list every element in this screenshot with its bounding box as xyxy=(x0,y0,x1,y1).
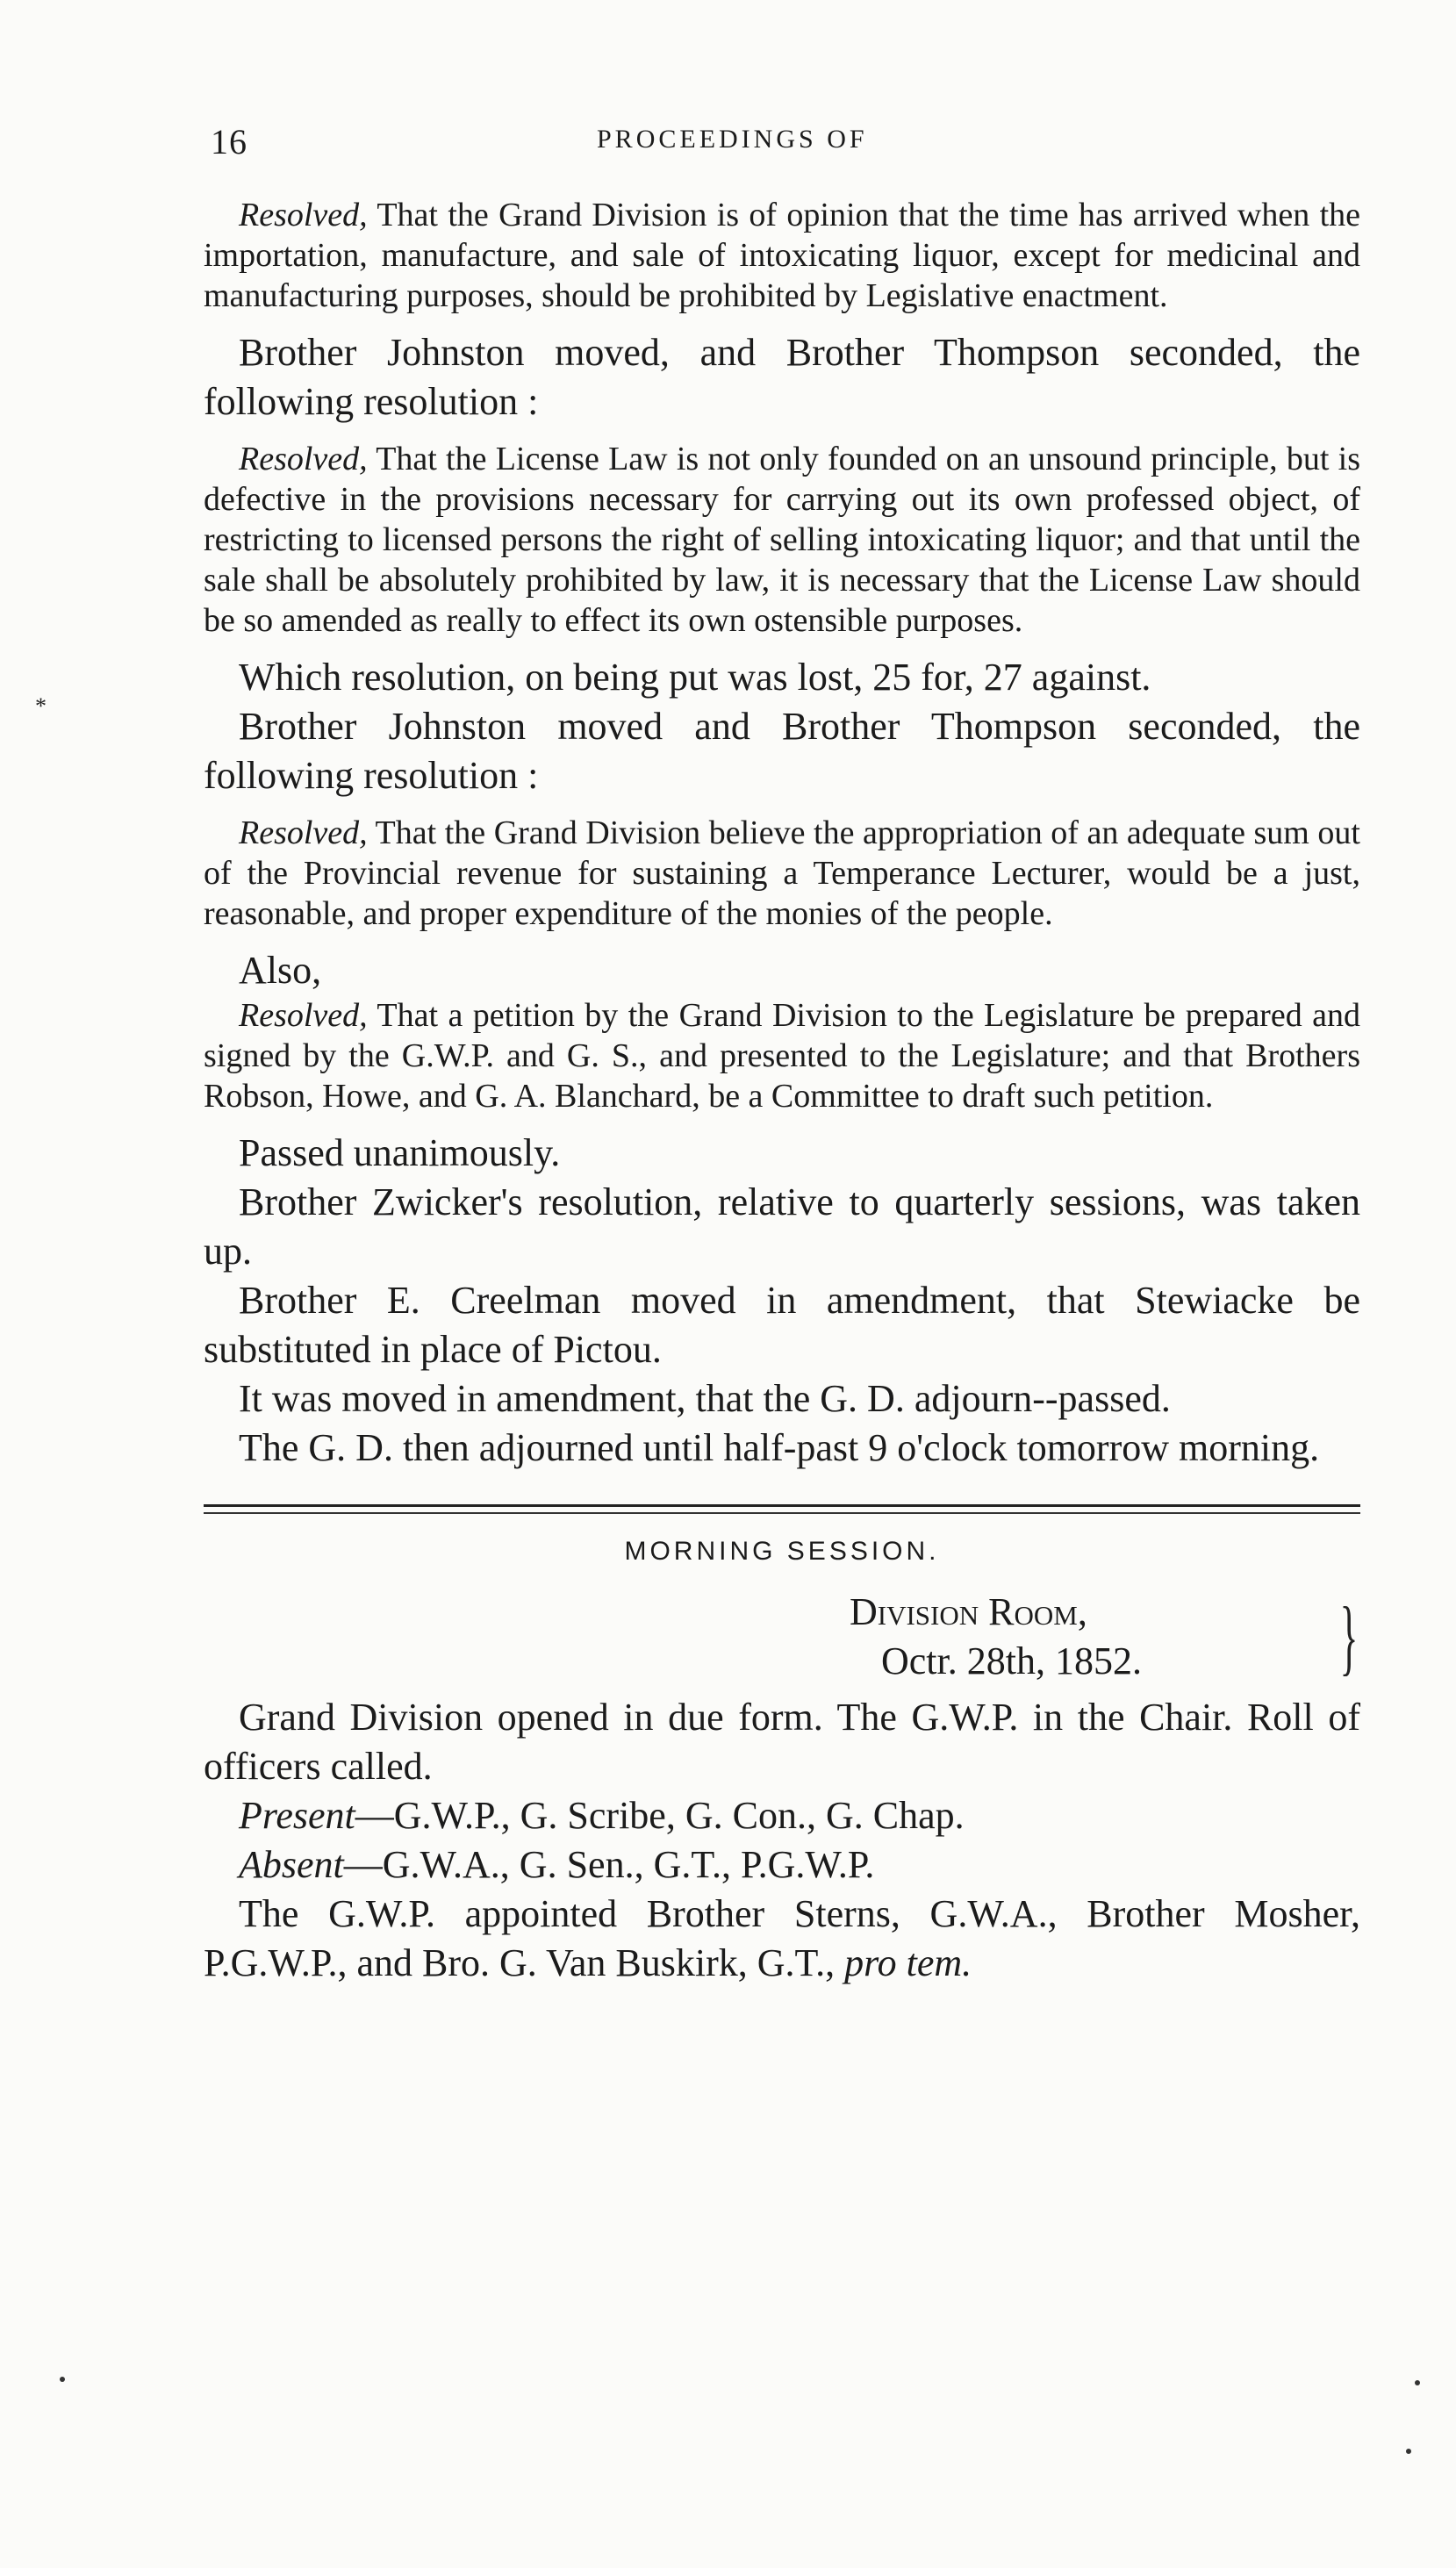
paragraph-text: The G.W.P. appointed Brother Sterns, G.W.A., Brother Mosher, P.G.W.P., and Bro. G. Van Buskirk, G.T., xyxy=(204,1892,1360,1984)
pro-tem-text: pro tem. xyxy=(835,1941,972,1984)
page-header xyxy=(211,121,1352,165)
paragraph-text: That the Grand Division is of opinion that the time has arrived when the importation, manufacture, and sale of intoxicating liquor, except for medicinal and manufacturing purposes, should be prohibited by Legislative enactment. xyxy=(204,197,1360,314)
present-paragraph xyxy=(204,1791,1360,1840)
section-divider xyxy=(204,1504,1360,1514)
divider-rule xyxy=(204,1504,1360,1507)
resolution-paragraph xyxy=(204,195,1360,316)
motion-paragraph: Brother Zwicker's resolution, relative to quarterly sessions, was taken up. xyxy=(204,1180,1360,1273)
resolved-lead: Resolved, xyxy=(239,441,368,477)
paragraph-text: —G.W.A., G. Sen., G.T., P.G.W.P. xyxy=(343,1843,875,1886)
stray-dot xyxy=(60,2377,65,2382)
meeting-room: Division Room, xyxy=(850,1590,1087,1633)
margin-mark: * xyxy=(35,693,47,719)
page-number: 16 xyxy=(211,122,247,161)
absent-paragraph xyxy=(204,1840,1360,1890)
page-body xyxy=(204,195,1360,1988)
amendment-paragraph: It was moved in amendment, that the G. D. adjourn--passed. xyxy=(239,1377,1171,1420)
present-lead: Present xyxy=(239,1794,355,1837)
resolved-lead: Resolved, xyxy=(239,197,368,233)
opening-paragraph: Grand Division opened in due form. The G.W.P. in the Chair. Roll of officers called. xyxy=(204,1696,1360,1788)
adjournment-paragraph: The G. D. then adjourned until half-past 9 o'clock tomorrow morning. xyxy=(239,1426,1320,1469)
appointment-paragraph xyxy=(204,1890,1360,1988)
running-title: PROCEEDINGS OF xyxy=(597,125,868,154)
resolved-lead: Resolved, xyxy=(239,814,368,851)
paragraph-text: —G.W.P., G. Scribe, G. Con., G. Chap. xyxy=(355,1794,965,1837)
resolution-paragraph xyxy=(204,813,1360,934)
absent-lead: Absent xyxy=(239,1843,344,1886)
amendment-paragraph: Brother E. Creelman moved in amendment, that Stewiacke be substituted in place of Pictou. xyxy=(204,1279,1360,1371)
passed-paragraph: Passed unanimously. xyxy=(239,1131,561,1174)
brace-mark: } xyxy=(1339,1589,1359,1683)
resolved-lead: Resolved, xyxy=(239,997,368,1034)
motion-paragraph: Brother Johnston moved and Brother Thompson seconded, the following resolution : xyxy=(204,705,1360,797)
stray-dot xyxy=(1415,2380,1420,2385)
meeting-date: Octr. 28th, 1852. xyxy=(881,1639,1142,1682)
paragraph-text: That a petition by the Grand Division to the Legislature be prepared and signed by the G.W.P. and G. S., and presented to the Legislature; and that Brothers Robson, Howe, and G. A. Blanchard, be a Committee to draft such petition. xyxy=(204,997,1360,1115)
also-paragraph: Also, xyxy=(239,949,322,992)
paragraph-text: That the License Law is not only founded on an unsound principle, but is defective in the provisions necessary for carrying out its own professed object, of restricting to licensed persons the right of selling intoxicating liquor; and that until the sale shall be absolutely prohibited by law, it is necessary that the License Law should be so amended as really to effect its own ostensible purposes. xyxy=(204,441,1360,639)
stray-dot xyxy=(1406,2449,1411,2454)
resolution-paragraph xyxy=(204,995,1360,1116)
dateline xyxy=(204,1588,1360,1693)
session-title: MORNING SESSION. xyxy=(624,1537,940,1566)
paragraph-text: That the Grand Division believe the appropriation of an adequate sum out of the Provincial revenue for sustaining a Temperance Lecturer, would be a just, reasonable, and proper expenditure of the monies of the people. xyxy=(204,814,1360,932)
divider-rule xyxy=(204,1512,1360,1514)
resolution-paragraph xyxy=(204,439,1360,641)
vote-result-paragraph: Which resolution, on being put was lost, 25 for, 27 against. xyxy=(239,656,1151,699)
motion-paragraph: Brother Johnston moved, and Brother Thompson seconded, the following resolution : xyxy=(204,331,1360,423)
